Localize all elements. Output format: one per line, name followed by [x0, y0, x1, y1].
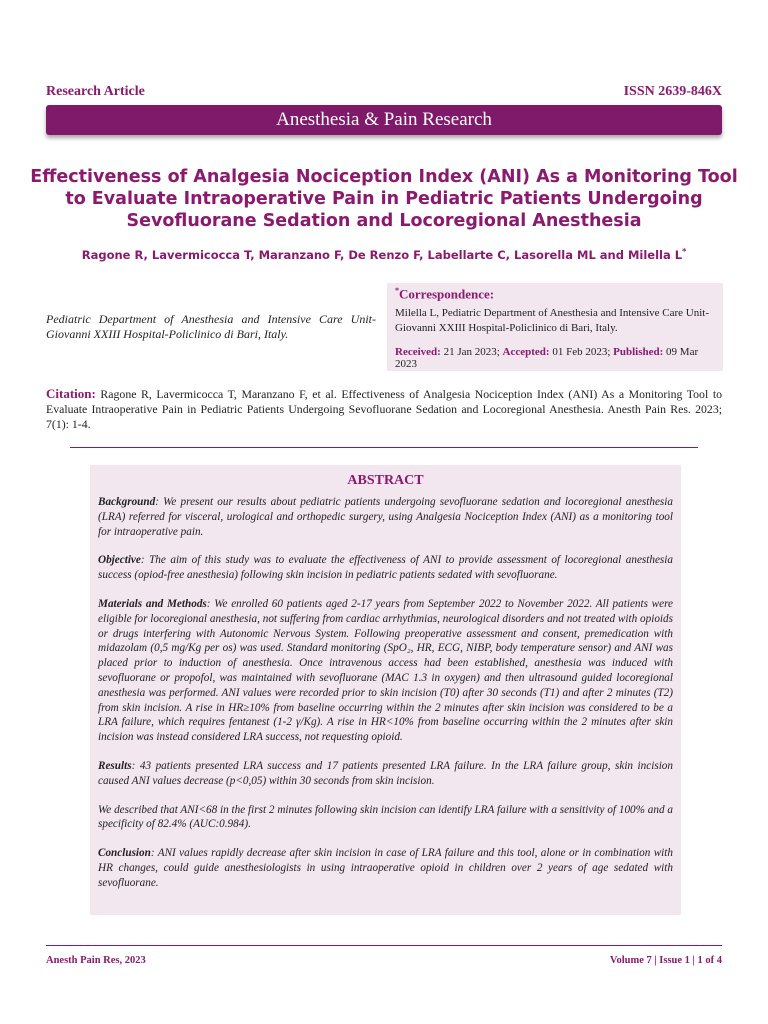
affiliation: Pediatric Department of Anesthesia and Intensive Care Unit- Giovanni XXIII Hospital-Policlinico di Bari, Italy.	[46, 312, 376, 341]
conclusion-text: : ANI values rapidly decrease after skin incision in case of LRA failure and this tool, alone or in combination with HR changes, could guide anesthesiologists in using intraoperative opioid in children over 2 years of age sedated with sevofluorane.	[98, 847, 673, 889]
journal-banner: Anesthesia & Pain Research	[46, 105, 722, 135]
top-row	[46, 84, 722, 102]
footer-journal: Anesth Pain Res, 2023	[46, 955, 146, 966]
published-label: Published:	[613, 346, 664, 359]
article-type: Research Article	[46, 84, 145, 99]
issn: ISSN 2639-846X	[623, 84, 722, 99]
received-label: Received:	[395, 346, 441, 359]
abstract-background	[98, 495, 673, 539]
results-text: : 43 patients presented LRA success and 17 patients presented LRA failure. In the LRA failure group, skin incision caused ANI values decrease (p<0,05) within 30 seconds from skin incision.	[98, 759, 673, 787]
paper-title: Effectiveness of Analgesia Nociception Index (ANI) As a Monitoring Tool to Evaluate Intraoperative Pain in Pediatric Patients Undergoing Sevofluorane Sedation and Locoregional Anesthesia	[30, 167, 738, 231]
objective-text: : The aim of this study was to evaluate the effectiveness of ANI to provide assessment of locoregional anesthesia success (opiod-free anesthesia) following skin incision in pediatric patients sedated with sevofluorane.	[98, 554, 673, 582]
methods-text: : We enrolled 60 patients aged 2-17 years from September 2022 to November 2022. All patients were eligible for locoregional anesthesia, not suffering from cardiac arrhythmias, neurological disorders and not treated with opioids or drugs interfering with Autonomic Nervous System. Following preoperative assessment and consent, premedication with midazolam (0,5 mg/Kg per os) was used. Standard monitoring (SpO₂, HR, ECG, NIBP, body temperature sensor) and ANI was placed prior to induction of anesthesia. Once intravenous access had been established, anesthesia was induced with sevofluorane or propofol, was maintained with sevofluorane (MAC 1.3 in oxygen) and then ultrasound guided locoregional anesthesia was performed. ANI values were recorded prior to skin incision (T0) after 30 seconds (T1) and after 2 minutes (T2) from skin incision. A rise in HR≥10% from baseline occurring within the 2 minutes after skin incision was considered to be a LRA failure, which requires fentanest (1-2 γ/Kg). A rise in HR<10% from baseline occurring within the 2 minutes after skin incision was instead considered LRA success, not requesting opioid.	[98, 597, 674, 744]
abstract-heading: ABSTRACT	[347, 473, 424, 488]
abstract-results-2: We described that ANI<68 in the first 2 minutes following skin incision can identify LRA failure with a sensitivity of 100% and a specificity of 82.4% (AUC:0.984).	[98, 803, 673, 831]
authors	[30, 247, 738, 262]
divider	[70, 447, 698, 448]
accepted-date: 01 Feb 2023;	[552, 346, 611, 359]
background-text: : We present our results about pediatric patients undergoing sevofluorane sedation and locoregional anesthesia (LRA) referred for visceral, urological and orthopedic surgery, using Analgesia Nociception Index (ANI) as a monitoring tool for intraoperative pain.	[98, 496, 673, 538]
footer-page-info: Volume 7 | Issue 1 | 1 of 4	[609, 955, 722, 966]
correspondence-mark: *	[395, 286, 399, 295]
published-date: 09 Mar 2023	[395, 346, 699, 371]
citation-text: Ragone R, Lavermicocca T, Maranzano F, et al. Effectiveness of Analgesia Nociception Index (ANI) As a Monitoring Tool to Evaluate Intraoperative Pain in Pediatric Patients Undergoing Sevofluorane Sedation and Locoregional Anesthesia. Anesth Pain Res. 2023; 7(1): 1-4.	[46, 387, 722, 431]
abstract-conclusion	[98, 846, 673, 890]
received-date: 21 Jan 2023;	[443, 346, 500, 359]
conclusion-label: Conclusion	[98, 847, 151, 860]
methods-label: Materials and Methods	[98, 597, 207, 610]
accepted-label: Accepted:	[502, 346, 550, 359]
abstract-box	[90, 465, 681, 915]
author-mark: *	[682, 247, 687, 256]
citation-label: Citation:	[46, 386, 96, 401]
results-label: Results	[98, 759, 132, 772]
objective-label: Objective	[98, 554, 141, 567]
correspondence-text: Milella L, Pediatric Department of Anesthesia and Intensive Care Unit- Giovanni XXIII Hospital-Policlinico di Bari, Italy.	[395, 307, 710, 335]
correspondence-label-text: Correspondence:	[399, 286, 495, 302]
background-label: Background	[98, 496, 156, 508]
dates	[395, 346, 715, 370]
abstract-results	[98, 759, 673, 789]
author-list: Ragone R, Lavermicocca T, Maranzano F, De Renzo F, Labellarte C, Lasorella ML and Milella L	[81, 247, 683, 262]
citation	[46, 386, 722, 432]
footer-divider	[46, 945, 722, 946]
correspondence-label	[395, 286, 715, 302]
abstract-objective	[98, 553, 673, 583]
abstract-methods	[98, 597, 673, 745]
correspondence-box	[387, 283, 723, 371]
